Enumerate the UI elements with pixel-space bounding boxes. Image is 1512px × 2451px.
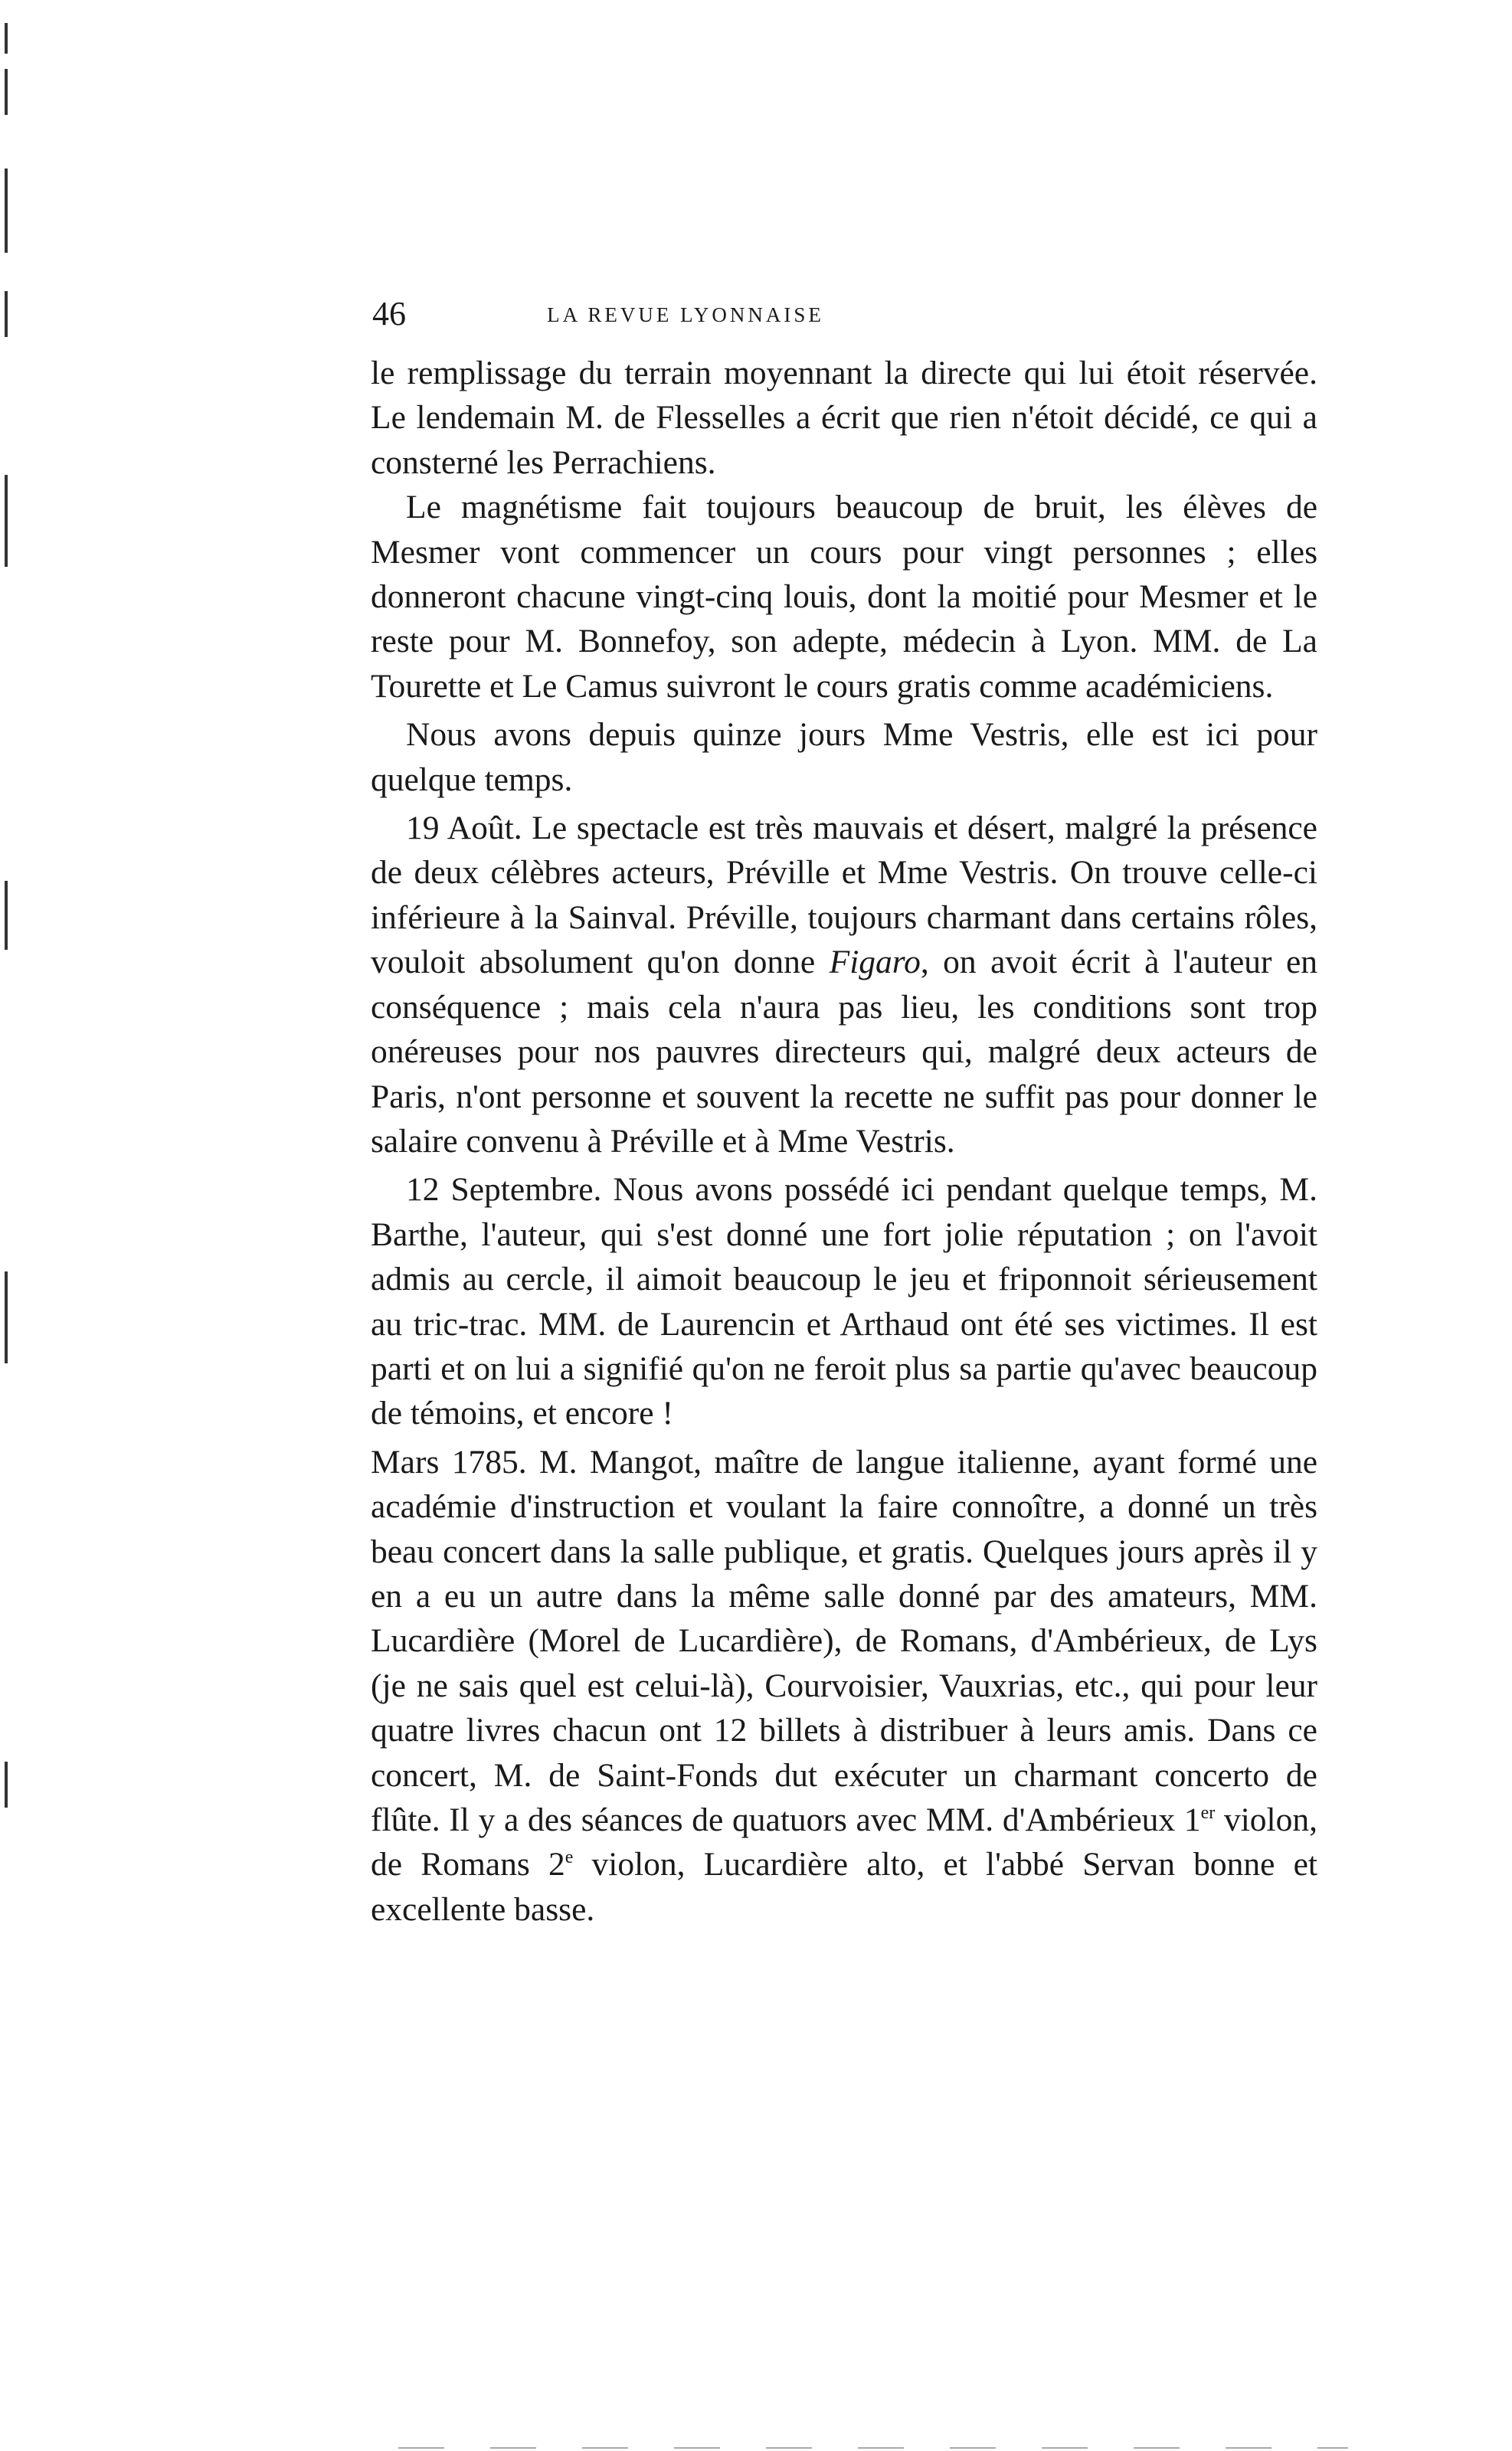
- page-number: 46: [372, 295, 406, 332]
- italic-title: Figaro: [829, 944, 921, 981]
- scan-edge-mark: [5, 1271, 8, 1363]
- scan-edge-mark: [5, 881, 8, 950]
- scan-edge-mark: [5, 69, 8, 115]
- paragraph: le remplissage du terrain moyennant la directe qui lui étoit réservée. Le lendemain M. de Flesselles a écrit que rien n'étoit décidé, ce qui a consterné les Perrachiens.: [371, 355, 1317, 481]
- scan-edge-mark: [5, 291, 8, 337]
- paragraph: [371, 806, 1317, 1163]
- paragraph-text: 19 Août. Le spectacle est très mauvais et désert, malgré la présence de deux célèbres acteurs, Préville et Mme Vestris. On trouve celle-ci inférieure à la Sainval. Préville, toujours charmant dans certains rôles, vouloit absolument qu'on donne: [371, 810, 1317, 981]
- scan-bottom-edge: [398, 2447, 1348, 2449]
- scan-edge-mark: [5, 1762, 8, 1808]
- scan-edge-mark: [5, 23, 8, 54]
- paragraph-text: violon, de Romans 2: [371, 1801, 1318, 1883]
- paragraph: 12 Septembre. Nous avons possédé ici pendant quelque temps, M. Barthe, l'auteur, qui s'est donné une fort jolie réputation ; on l'avoit admis au cercle, il aimoit beaucoup le jeu et friponnoit sérieusement au tric-trac. MM. de Laurencin et Arthaud ont été ses victimes. Il est parti et on lui a signifié qu'on ne feroit plus sa partie qu'avec beaucoup de témoins, et encore !: [371, 1171, 1317, 1432]
- superscript: e: [565, 1847, 574, 1868]
- scan-edge-mark: [5, 169, 8, 253]
- paragraph: Le magnétisme fait toujours beaucoup de bruit, les élèves de Mesmer vont commencer un cours pour vingt personnes ; elles donneront chacune vingt-cinq louis, dont la moitié pour Mesmer et le reste pour M. Bonnefoy, son adepte, médecin à Lyon. MM. de La Tourette et Le Camus suivront le cours gratis comme académiciens.: [371, 489, 1317, 705]
- running-head: LA REVUE LYONNAISE: [547, 303, 824, 326]
- paragraph: Nous avons depuis quinze jours Mme Vestris, elle est ici pour quelque temps.: [371, 716, 1317, 798]
- scan-edge-mark: [5, 475, 8, 567]
- superscript: er: [1200, 1803, 1216, 1823]
- paragraph-text: , on avoit écrit à l'auteur en conséquence ; mais cela n'aura pas lieu, les conditions sont trop onéreuses pour nos pauvres directeurs qui, malgré deux acteurs de Paris, n'ont personne et souvent la recette ne suffit pas pour donner le salaire convenu à Préville et à Mme Vestris.: [371, 944, 1317, 1160]
- body-text: [371, 351, 1317, 1932]
- paragraph-text: violon, Lucardière alto, et l'abbé Servan bonne et excellente basse.: [371, 1846, 1317, 1928]
- page-header: [372, 295, 999, 333]
- paragraph: [371, 1440, 1317, 1932]
- paragraph-text: Mars 1785. M. Mangot, maître de langue italienne, ayant formé une académie d'instruction et voulant la faire connoître, a donné un très beau concert dans la salle publique, et gratis. Quelques jours après il y en a eu un autre dans la même salle donné par des amateurs, MM. Lucardière (Morel de Lucardière), de Romans, d'Ambérieux, de Lys (je ne sais quel est celui-là), Courvoisier, Vauxrias, etc., qui pour leur quatre livres chacun ont 12 billets à distribuer à leurs amis. Dans ce concert, M. de Saint-Fonds dut exécuter un charmant concerto de flûte. Il y a des séances de quatuors avec MM. d'Ambérieux 1: [371, 1443, 1317, 1838]
